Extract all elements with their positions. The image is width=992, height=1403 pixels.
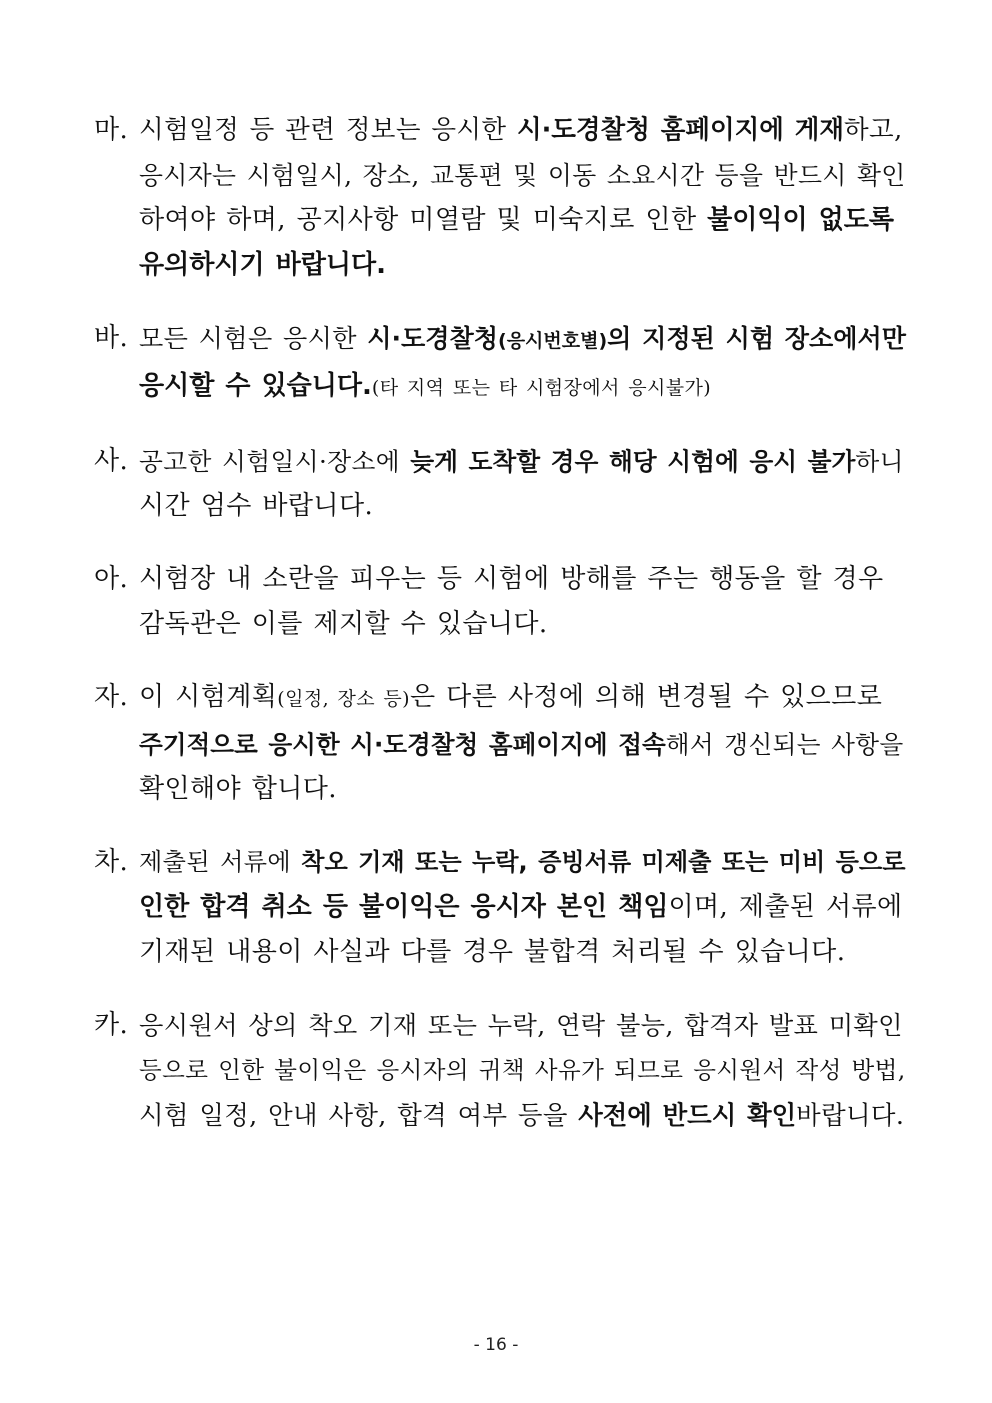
emphasis-text: 주기적으로 응시한 시·도경찰청 홈페이지에 접속 xyxy=(139,730,666,759)
item-text-line xyxy=(139,484,904,529)
body-text: 시간 엄수 바랍니다. xyxy=(139,491,374,521)
emphasis-text: 착오 기재 또는 누락, 증빙서류 미제출 또는 미비 등으로 xyxy=(301,848,906,876)
item-text-line xyxy=(139,1003,904,1048)
notice-item xyxy=(94,840,904,975)
body-text: 이며, 제출된 서류에 xyxy=(668,892,903,922)
body-text: 확인해야 합니다. xyxy=(139,774,337,804)
emphasis-text: 의 지정된 시험 장소에서만 xyxy=(607,324,907,353)
body-text: 해서 갱신되는 사항을 xyxy=(665,730,904,759)
notice-list xyxy=(94,108,907,1166)
item-marker: 마. xyxy=(94,115,129,145)
notice-item xyxy=(94,108,904,288)
emphasis-text: 시·도경찰청 홈페이지에 게재 xyxy=(516,115,845,145)
item-text-line xyxy=(139,602,904,647)
emphasis-text: 응시할 수 있습니다. xyxy=(139,371,372,401)
emphasis-text: 사전에 반드시 확인 xyxy=(578,1100,797,1130)
item-text-line xyxy=(139,1048,904,1093)
item-marker: 차. xyxy=(94,847,129,877)
body-text: (타 지역 또는 타 시험장에서 응시불가) xyxy=(371,377,712,399)
body-text: 하여야 하며, 공지사항 미열람 및 미숙지로 인한 xyxy=(139,205,708,235)
item-text-line xyxy=(139,722,904,767)
emphasis-text: 유의하시기 바랍니다. xyxy=(139,250,386,280)
body-text: 은 다른 사정에 의해 변경될 수 있으므로 xyxy=(409,682,883,712)
body-text: 기재된 내용이 사실과 다를 경우 불합격 처리될 수 있습니다. xyxy=(139,937,846,967)
body-text: 바랍니다. xyxy=(796,1100,905,1130)
notice-item xyxy=(94,557,904,647)
item-text-line xyxy=(139,153,904,198)
body-text: 하고, xyxy=(844,115,903,145)
body-text: 모든 시험은 응시한 xyxy=(139,324,368,353)
item-marker: 사. xyxy=(94,446,129,476)
notice-item xyxy=(94,675,904,812)
body-text: 이 시험계획 xyxy=(139,682,278,712)
body-text: 응시원서 상의 착오 기재 또는 누락, 연락 불능, 합격자 발표 미확인 xyxy=(139,1011,903,1040)
item-marker: 아. xyxy=(94,564,129,594)
emphasis-text: 늦게 도착할 경우 해당 시험에 응시 불가 xyxy=(410,447,856,476)
item-text-line xyxy=(139,1093,904,1138)
item-text-line xyxy=(139,316,907,364)
emphasis-text: 인한 합격 취소 등 불이익은 응시자 본인 책임 xyxy=(139,892,669,922)
item-text-line xyxy=(139,364,904,411)
item-text-line xyxy=(139,108,904,153)
item-text-line xyxy=(139,767,904,812)
item-text-line xyxy=(139,675,904,722)
item-marker: 바. xyxy=(94,323,129,353)
notice-item xyxy=(94,316,907,411)
body-text: (일정, 장소 등) xyxy=(277,688,410,710)
item-text-line xyxy=(139,198,904,243)
body-text: 공고한 시험일시·장소에 xyxy=(139,447,411,476)
item-text-line xyxy=(139,840,904,885)
item-marker: 자. xyxy=(94,682,129,712)
item-text-line xyxy=(139,930,904,975)
item-text-line xyxy=(139,557,904,602)
item-text-line xyxy=(139,439,904,484)
item-marker: 카. xyxy=(94,1010,129,1040)
body-text: 응시자는 시험일시, 장소, 교통편 및 이동 소요시간 등을 반드시 확인 xyxy=(139,161,906,190)
body-text: 감독관은 이를 제지할 수 있습니다. xyxy=(139,609,548,639)
emphasis-text: (응시번호별) xyxy=(498,330,608,352)
body-text: 시험 일정, 안내 사항, 합격 여부 등을 xyxy=(139,1100,579,1130)
notice-item xyxy=(94,439,904,529)
body-text: 제출된 서류에 xyxy=(139,848,302,876)
notice-item xyxy=(94,1003,904,1138)
emphasis-text: 시·도경찰청 xyxy=(367,324,499,353)
page-number: - 16 - xyxy=(473,1335,519,1355)
body-text: 시험장 내 소란을 피우는 등 시험에 방해를 주는 행동을 할 경우 xyxy=(139,564,884,594)
body-text: 하니 xyxy=(855,447,904,476)
body-text: 등으로 인한 불이익은 응시자의 귀책 사유가 되므로 응시원서 작성 방법, xyxy=(139,1056,906,1084)
item-text-line xyxy=(139,885,904,930)
body-text: 시험일정 등 관련 정보는 응시한 xyxy=(139,115,517,145)
item-text-line xyxy=(139,243,904,288)
emphasis-text: 불이익이 없도록 xyxy=(707,205,894,235)
